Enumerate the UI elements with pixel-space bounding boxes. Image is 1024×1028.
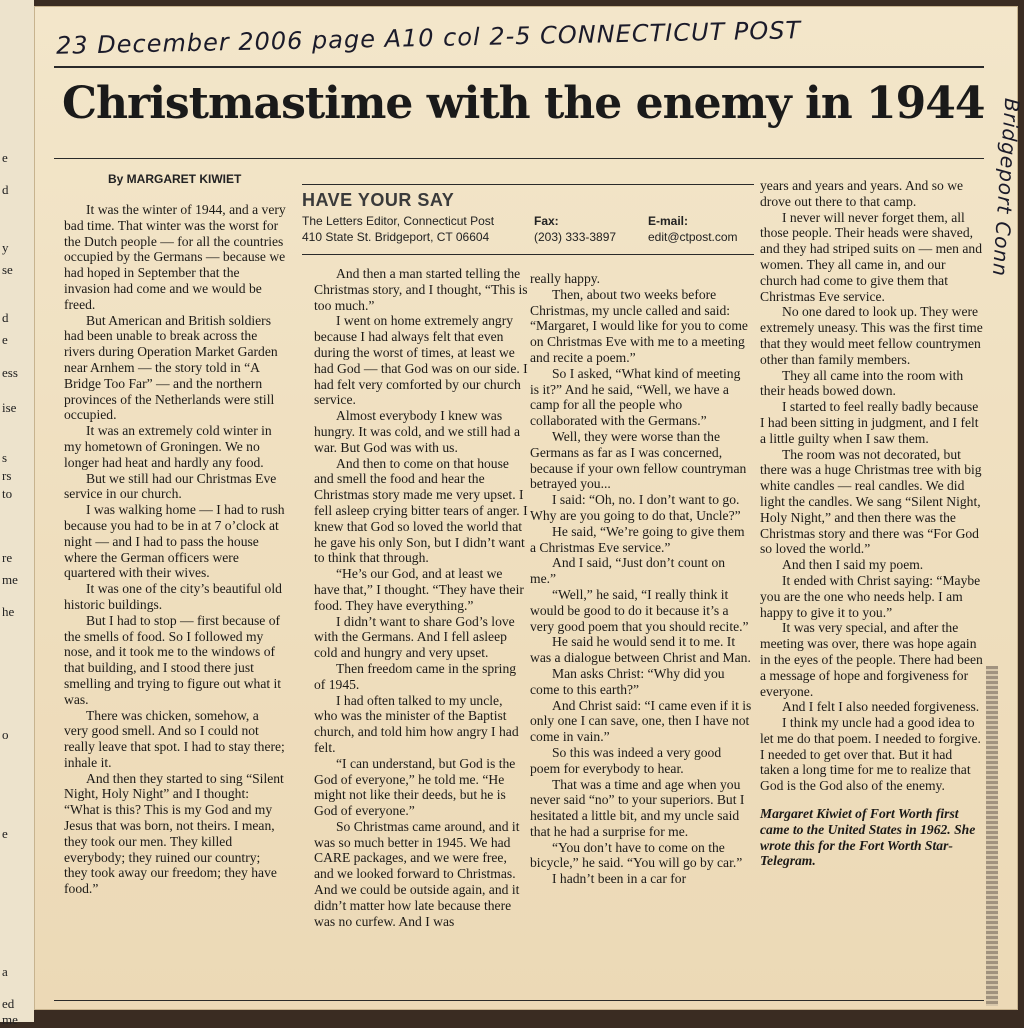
edge-text-fragment: he — [2, 604, 15, 619]
article-paragraph: And then they started to sing “Silent Night, Holy Night” and I thought: “What is this? This is my God and my Jesus that was born, not theirs. I mean, they took our men. They killed everybody; they ruined our country; they took away our freedom; they have food.” — [64, 770, 284, 897]
article-paragraph: And Christ said: “I came even if it is only one I can save, one, then I have not come in vain.” — [530, 697, 752, 745]
article-column-3 — [530, 271, 752, 887]
edge-text-fragment: s — [2, 450, 8, 465]
adjacent-page-edge — [0, 0, 34, 1027]
tape-strip — [986, 666, 998, 1006]
article-paragraph: I said: “Oh, no. I don’t want to go. Why are you going to do that, Uncle?” — [530, 492, 741, 523]
edge-text-fragment: se — [2, 262, 13, 277]
article-paragraph: So Christmas came around, and it was so much better in 1945. We had CARE packages, and we were free, and we looked forward to Christmas. And we could be outside again, and it didn’t matter how late because there was no curfew. And I was — [314, 818, 520, 929]
article-column-2 — [314, 266, 528, 929]
article-paragraph: “I can understand, but God is the God of everyone,” he told me. “He might not like their deeds, but he is God of everyone.” — [314, 755, 516, 819]
edge-text-fragment: me — [2, 572, 18, 587]
edge-text-fragment: ed — [2, 996, 15, 1011]
edge-text-fragment: o — [2, 727, 9, 742]
edge-text-fragment: e — [2, 150, 8, 165]
article-paragraph: And then to come on that house and smell the food and hear the Christmas story made me very upset. I fell asleep crying bitter tears of anger. I knew that God so loved the world that he gave his only Son, but I didn’t want to think that through. — [314, 455, 528, 566]
article-paragraph: No one dared to look up. They were extremely uneasy. This was the first time that they would meet fellow countrymen other than family members. — [760, 304, 983, 367]
newspaper-clipping — [34, 6, 1024, 1010]
email-label: E-mail: — [648, 214, 689, 228]
article-paragraph: really happy. — [530, 271, 601, 286]
edge-text-fragment: ess — [2, 365, 18, 380]
edge-text-fragment: ise — [2, 400, 17, 415]
handwritten-date-note: 23 December 2006 page A10 col 2-5 CONNECTICUT POST — [55, 16, 802, 60]
article-paragraph: “He’s our God, and at least we have that,” I thought. “They have their food. They have everything.” — [314, 566, 524, 613]
article-paragraph: I went on home extremely angry because I had always felt that even during the worst of times, at least we had God — that God was on our side. I had felt very comforted by our church service. — [314, 313, 528, 408]
edge-text-fragment: e — [2, 332, 8, 347]
article-paragraph: I think my uncle had a good idea to let me do that poem. I needed to forgive. I needed to get over that. But it had taken a long time for me to realize that God is the God also of the enemy. — [760, 715, 981, 794]
article-paragraph: But I had to stop — first because of the smells of food. So I followed my nose, and it took me to the windows of that building, and I stood there just smelling and trying to figure out what it was. — [64, 612, 282, 707]
byline: By MARGARET KIWIET — [108, 172, 242, 186]
have-your-say-title: HAVE YOUR SAY — [302, 190, 455, 210]
article-paragraph: Well, they were worse than the Germans as far as I was concerned, because if your own fellow countryman betrayed you... — [530, 428, 747, 492]
article-paragraph: Almost everybody I knew was hungry. It was cold, and we still had a war. But God was with us. — [314, 408, 520, 455]
article-paragraph: I was walking home — I had to rush because you had to be in at 7 o’clock at night — and I had to pass the house where the German officers were quartered with their wives. — [64, 502, 285, 581]
edge-text-fragment: re — [2, 550, 13, 565]
handwritten-side-note: Bridgeport Conn — [987, 97, 1024, 278]
article-paragraph: And then a man started telling the Christmas story, and I thought, “This is too much.” — [314, 266, 528, 313]
article-paragraph: “Well,” he said, “I really think it would be good to do it because it’s a very good poem that you should recite.” — [530, 586, 749, 634]
article-paragraph: And I said, “Just don’t count on me.” — [530, 555, 726, 587]
article-paragraph: It was very special, and after the meeting was over, there was hope again in the eyes of the people. There had been a message of hope and forgiveness for everyone. — [760, 620, 983, 699]
article-paragraph: Man asks Christ: “Why did you come to this earth?” — [530, 665, 725, 697]
email-address: edit@ctpost.com — [648, 230, 738, 244]
edge-text-fragment: e — [2, 826, 8, 841]
article-paragraph: That was a time and age when you never said “no” to your superiors. But I hesitated a little bit, and my uncle said that he had a surprise for me. — [530, 776, 745, 839]
article-paragraph: So I asked, “What kind of meeting is it?” And he said, “Well, we have a camp for all the people who collaborated with the Germans.” — [530, 365, 741, 429]
article-paragraph: “You don’t have to come on the bicycle,” he said. “You will go by car.” — [530, 839, 743, 871]
fax-label: Fax: — [534, 214, 559, 228]
article-paragraph: It was an extremely cold winter in my hometown of Groningen. We no longer had heat and hardly any food. — [64, 423, 272, 470]
article-paragraph: I had often talked to my uncle, who was the minister of the Baptist church, and told him how angry I had felt. — [314, 692, 519, 755]
fax-number: (203) 333-3897 — [534, 230, 617, 244]
top-rule — [54, 66, 984, 68]
article-paragraph: It was the winter of 1944, and a very bad time. That winter was the worst for the Dutch people — for all the countries occupied by the Germans — because we had hoped in September that the invasion had come and we would be freed. — [64, 202, 286, 312]
box-top-rule — [302, 184, 754, 185]
edge-text-fragment: to — [2, 486, 13, 501]
bottom-rule — [54, 1000, 984, 1001]
article-paragraph: I didn’t want to share God’s love with the Germans. And I fell asleep cold and hungry and very upset. — [314, 613, 515, 661]
article-column-1 — [64, 202, 286, 897]
article-paragraph: I hadn’t been in a car for — [552, 871, 687, 887]
headline-rule — [54, 158, 984, 159]
article-column-4 — [760, 178, 984, 869]
article-paragraph: The room was not decorated, but there was a huge Christmas tree with big white candles — real candles. We did light the candles. We sang “Silent Night, Holy Night,” and then there was the Christmas story and there was “For God so loved the world.” — [760, 446, 982, 557]
article-paragraph: They all came into the room with their heads bowed down. — [760, 367, 964, 399]
article-paragraph: Then, about two weeks before Christmas, my uncle called and said: “Margaret, I would like for you to come on Christmas Eve with me to a meeting and recite a poem.” — [530, 286, 748, 365]
article-paragraph: There was chicken, somehow, a very good smell. And so I could not really leave that spot. I had to stay there; inhale it. — [64, 707, 285, 770]
edge-text-fragment: d — [2, 310, 9, 325]
have-your-say-box — [302, 184, 754, 256]
article-paragraph: Then freedom came in the spring of 1945. — [314, 660, 517, 692]
article-paragraph: And then I said my poem. — [782, 557, 924, 573]
letters-address: 410 State St. Bridgeport, CT 06604 — [302, 230, 490, 244]
box-bottom-rule — [302, 254, 754, 255]
edge-text-fragment: y — [2, 240, 9, 255]
article-paragraph: I never will never forget them, all those people. Their heads were shaved, and they had striped suits on — men and women. They all came in, and our church had come to give them that Christmas Eve service. — [760, 209, 982, 304]
article-paragraph: I started to feel really badly because I had been sitting in judgment, and I felt a little guilty when I saw them. — [760, 399, 979, 446]
article-paragraph: But American and British soldiers had been unable to break across the rivers during Operation Market Garden near Arnhem — the story told in “A Bridge Too Far” — and the northern provinces of the Netherlands were still occupied. — [64, 312, 278, 423]
article-paragraph: He said he would send it to me. It was a dialogue between Christ and Man. — [530, 634, 751, 666]
edge-text-fragment: me — [2, 1012, 18, 1027]
edge-text-fragment: d — [2, 182, 9, 197]
article-paragraph: And I felt I also needed forgiveness. — [782, 699, 980, 715]
edge-text-fragment: rs — [2, 468, 12, 483]
headline: Christmastime with the enemy in 1944 — [62, 78, 985, 129]
article-paragraph: But we still had our Christmas Eve service in our church. — [64, 470, 277, 502]
letters-editor: The Letters Editor, Connecticut Post — [302, 214, 495, 228]
article-paragraph: He said, “We’re going to give them a Christmas Eve service.” — [530, 523, 745, 555]
article-paragraph: years and years and years. And so we drove out there to that camp. — [760, 178, 964, 209]
edge-text-fragment: a — [2, 964, 8, 979]
article-paragraph: It ended with Christ saying: “Maybe you are the one who needs help. I am happy to give it to you.” — [760, 572, 981, 620]
article-paragraph: So this was indeed a very good poem for everybody to hear. — [530, 744, 722, 776]
author-signature: Margaret Kiwiet of Fort Worth first came to the United States in 1962. She wrote this for the Fort Worth Star-Telegram. — [760, 806, 976, 869]
article-paragraph: It was one of the city’s beautiful old historic buildings. — [64, 581, 282, 612]
